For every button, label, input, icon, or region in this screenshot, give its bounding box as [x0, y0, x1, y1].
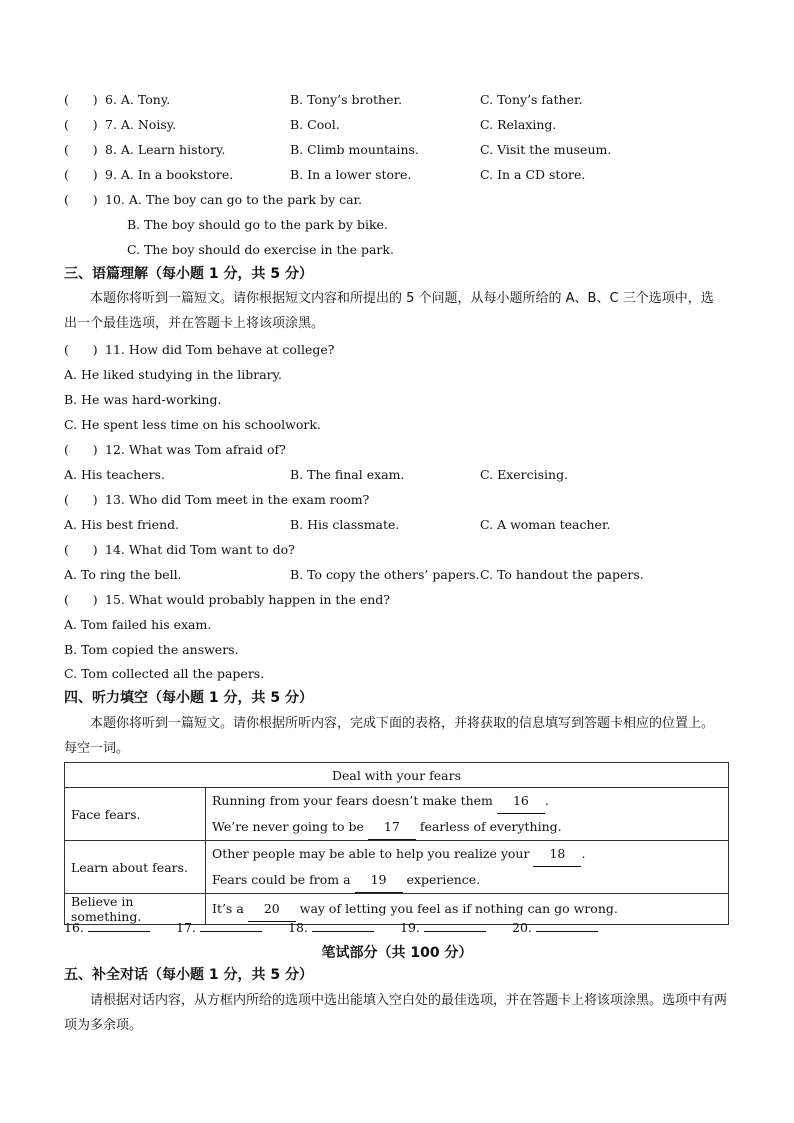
q14-option-b: B. To copy the others’ papers.: [290, 567, 480, 582]
answer-paren: ( ): [64, 192, 98, 207]
q13-option-c: C. A woman teacher.: [480, 517, 611, 532]
q9-option-a: 9. A. In a bookstore.: [105, 167, 234, 182]
section3-instruction: 本题你将听到一篇短文。请你根据短文内容和所提出的 5 个问题，从每小题所给的 A、B、C 三个选项中，选出一个最佳选项，并在答题卡上将该项涂黑。: [64, 291, 714, 331]
answer-paren: ( ): [64, 92, 98, 107]
answer-line: [312, 919, 374, 932]
written-part-heading: 笔试部分（共 100 分）: [321, 945, 473, 961]
answer-paren: ( ): [64, 542, 98, 557]
table-line: [212, 841, 722, 867]
q9-option-c: C. In a CD store.: [480, 167, 586, 182]
q15-option-a: A. Tom failed his exam.: [64, 617, 212, 632]
line-text: We’re never going to be: [212, 819, 364, 834]
line-text: Other people may be able to help you realize your: [212, 846, 530, 861]
q10-option-a: 10. A. The boy can go to the park by car.: [105, 192, 363, 207]
answer-blank-16[interactable]: [64, 919, 150, 936]
q12-stem: 12. What was Tom afraid of?: [105, 442, 286, 457]
table-line: [212, 814, 722, 840]
line-text: It’s a: [212, 901, 244, 916]
blank-18: 18: [533, 841, 581, 867]
line-text: .: [544, 793, 549, 808]
q9-option-b: B. In a lower store.: [290, 167, 412, 182]
answer-number: 18.: [288, 920, 308, 935]
q6-option-a: 6. A. Tony.: [105, 92, 171, 107]
blank-19: 19: [355, 867, 403, 893]
section5-instruction: 请根据对话内容，从方框内所给的选项中选出能填入空白处的最佳选项，并在答题卡上将该项涂黑。选项中有两项为多余项。: [64, 993, 728, 1033]
section4-instruction: 本题你将听到一篇短文。请你根据所听内容，完成下面的表格，并将获取的信息填写到答题卡相应的位置上。每空一词。: [64, 716, 715, 756]
q14-stem: 14. What did Tom want to do?: [105, 542, 295, 557]
answer-blank-17[interactable]: [176, 919, 262, 936]
row-label-learn-about-fears: Learn about fears.: [65, 841, 206, 894]
blank-17: 17: [368, 814, 416, 840]
answer-line: [424, 919, 486, 932]
q11-option-b: B. He was hard-working.: [64, 392, 222, 407]
q12-option-b: B. The final exam.: [290, 467, 405, 482]
q7-option-c: C. Relaxing.: [480, 117, 557, 132]
q11-stem: 11. How did Tom behave at college?: [105, 342, 335, 357]
table-line: [212, 788, 722, 814]
q7-option-a: 7. A. Noisy.: [105, 117, 177, 132]
answer-line: [200, 919, 262, 932]
answer-number: 17.: [176, 920, 196, 935]
answer-paren: ( ): [64, 592, 98, 607]
q14-option-c: C. To handout the papers.: [480, 567, 644, 582]
blank-20: 20: [248, 896, 296, 922]
q8-option-b: B. Climb mountains.: [290, 142, 419, 157]
q7-option-b: B. Cool.: [290, 117, 340, 132]
q6-option-c: C. Tony’s father.: [480, 92, 583, 107]
q13-option-b: B. His classmate.: [290, 517, 400, 532]
answer-blank-19[interactable]: [400, 919, 486, 936]
answer-number: 16.: [64, 920, 84, 935]
q11-option-c: C. He spent less time on his schoolwork.: [64, 417, 321, 432]
q8-option-a: 8. A. Learn history.: [105, 142, 226, 157]
answer-number: 19.: [400, 920, 420, 935]
row-label-face-fears: Face fears.: [65, 788, 206, 841]
q6-option-b: B. Tony’s brother.: [290, 92, 403, 107]
q11-option-a: A. He liked studying in the library.: [64, 367, 283, 382]
table-line: [212, 867, 722, 893]
q12-option-c: C. Exercising.: [480, 467, 569, 482]
q10-option-c: C. The boy should do exercise in the park.: [127, 242, 394, 257]
answer-blank-18[interactable]: [288, 919, 374, 936]
fears-table: [64, 762, 729, 925]
section3-heading: 三、语篇理解（每小题 1 分，共 5 分）: [64, 266, 313, 282]
answer-blank-20[interactable]: [512, 919, 598, 936]
line-text: fearless of everything.: [419, 819, 562, 834]
answer-line: [536, 919, 598, 932]
line-text: .: [581, 846, 586, 861]
answer-paren: ( ): [64, 117, 98, 132]
line-text: way of letting you feel as if nothing can go wrong.: [299, 901, 618, 916]
q13-stem: 13. Who did Tom meet in the exam room?: [105, 492, 370, 507]
line-text: Running from your fears doesn’t make them: [212, 793, 493, 808]
answer-line: [88, 919, 150, 932]
line-text: experience.: [406, 872, 481, 887]
q8-option-c: C. Visit the museum.: [480, 142, 612, 157]
q13-option-a: A. His best friend.: [64, 517, 180, 532]
q15-option-c: C. Tom collected all the papers.: [64, 666, 265, 681]
line-text: Fears could be from a: [212, 872, 351, 887]
row-label-believe: Believe in something.: [65, 894, 206, 925]
q10-option-b: B. The boy should go to the park by bike.: [127, 217, 388, 232]
section5-heading: 五、补全对话（每小题 1 分，共 5 分）: [64, 967, 313, 983]
q12-option-a: A. His teachers.: [64, 467, 165, 482]
row-content-face-fears: [206, 788, 729, 841]
q14-option-a: A. To ring the bell.: [64, 567, 182, 582]
q15-stem: 15. What would probably happen in the end?: [105, 592, 390, 607]
blank-16: 16: [497, 788, 545, 814]
answer-paren: ( ): [64, 492, 98, 507]
answer-paren: ( ): [64, 167, 98, 182]
row-content-learn-about-fears: [206, 841, 729, 894]
answer-paren: ( ): [64, 342, 98, 357]
section4-heading: 四、听力填空（每小题 1 分，共 5 分）: [64, 690, 313, 706]
q15-option-b: B. Tom copied the answers.: [64, 642, 239, 657]
answer-paren: ( ): [64, 142, 98, 157]
answer-paren: ( ): [64, 442, 98, 457]
table-title: Deal with your fears: [65, 763, 729, 788]
answer-number: 20.: [512, 920, 532, 935]
